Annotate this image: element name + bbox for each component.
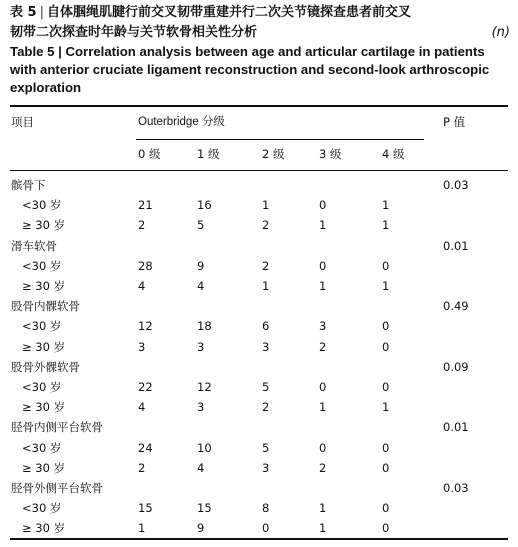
row-age-label: <30 岁 [22,440,62,455]
row-value-grade-4: 0 [382,460,390,475]
caption-unit: (n) [491,25,510,40]
caption-separator: | [39,5,44,20]
row-value-grade-1: 5 [197,218,205,233]
row-value-grade-3: 2 [319,460,327,475]
row-age-label: ≥ 30 岁 [22,339,66,354]
row-value-grade-3: 1 [319,279,327,293]
row-value-grade-4: 0 [382,319,390,334]
row-age-label: ≥ 30 岁 [22,279,66,293]
row-value-grade-1: 4 [197,460,205,475]
row-value-grade-3: 0 [319,258,327,273]
row-value-grade-2: 8 [262,501,270,516]
row-value-grade-4: 1 [382,400,390,415]
row-value-grade-3: 1 [319,218,327,233]
row-value-grade-0: 21 [138,198,153,213]
group-p-value: 0.09 [443,359,469,374]
row-value-grade-1: 4 [197,279,205,293]
caption-zh-line2 [10,23,510,43]
row-value-grade-2: 2 [262,400,270,415]
row-value-grade-4: 1 [382,218,390,233]
header-grade-3: 3 级 [319,147,342,161]
row-value-grade-1: 9 [197,521,205,536]
row-value-grade-0: 28 [138,258,153,273]
row-value-grade-3: 1 [319,521,327,536]
row-value-grade-0: 3 [138,339,146,354]
row-value-grade-1: 18 [197,319,212,334]
row-value-grade-2: 6 [262,319,270,334]
group-label: 髌骨下 [11,178,46,192]
row-age-label: <30 岁 [22,258,62,273]
row-value-grade-4: 0 [382,501,390,516]
row-value-grade-2: 5 [262,380,270,394]
row-value-grade-2: 1 [262,279,270,293]
group-label: 股骨外髁软骨 [11,359,80,374]
header-p-value: P 值 [443,115,466,129]
row-value-grade-1: 3 [197,400,205,415]
row-value-grade-2: 0 [262,521,270,536]
group-p-value: 0.01 [443,420,469,435]
table-top-rule [10,105,508,107]
row-value-grade-1: 9 [197,258,205,273]
row-value-grade-4: 0 [382,521,390,536]
row-value-grade-4: 0 [382,258,390,273]
row-value-grade-4: 0 [382,440,390,455]
group-p-value: 0.01 [443,238,469,253]
row-value-grade-4: 0 [382,339,390,354]
row-value-grade-3: 1 [319,501,327,516]
group-label: 滑车软骨 [11,238,57,253]
caption-zh-title-line1: 自体腘绳肌腱行前交叉韧带重建并行二次关节镜探查患者前交叉 [46,5,411,20]
row-value-grade-4: 0 [382,380,390,394]
table-bottom-rule [10,538,508,540]
row-value-grade-3: 3 [319,319,327,334]
row-value-grade-2: 3 [262,460,270,475]
row-value-grade-2: 2 [262,258,270,273]
header-item: 项目 [11,115,34,129]
header-grade-0: 0 级 [138,147,161,161]
row-value-grade-3: 0 [319,440,327,455]
group-p-value: 0.03 [443,481,469,495]
row-value-grade-0: 2 [138,218,146,233]
row-value-grade-1: 16 [197,198,212,213]
row-age-label: <30 岁 [22,319,62,334]
group-p-value: 0.49 [443,299,469,314]
row-value-grade-0: 1 [138,521,146,536]
caption-zh-line1 [10,3,510,23]
caption-zh-title-line2: 韧带二次探查时年龄与关节软骨相关性分析 [10,25,258,40]
table-number-label: 表 5 [10,5,37,20]
row-value-grade-2: 5 [262,440,270,455]
row-age-label: ≥ 30 岁 [22,218,66,233]
row-value-grade-0: 12 [138,319,153,334]
row-value-grade-0: 2 [138,460,146,475]
row-age-label: <30 岁 [22,501,62,516]
header-grade-2: 2 级 [262,147,285,161]
row-value-grade-0: 4 [138,400,146,415]
row-value-grade-3: 0 [319,198,327,213]
row-value-grade-1: 15 [197,501,212,516]
row-value-grade-2: 1 [262,198,270,213]
caption-en: Table 5 | Correlation analysis between age and articular cartilage in patients with anterior cruciate ligament reconstruction and second-look arthroscopic exploration [10,44,490,95]
row-value-grade-0: 15 [138,501,153,516]
row-value-grade-3: 1 [319,400,327,415]
row-value-grade-3: 0 [319,380,327,394]
table-header-rule [10,170,508,171]
row-value-grade-3: 2 [319,339,327,354]
row-age-label: ≥ 30 岁 [22,400,66,415]
group-p-value: 0.03 [443,178,469,192]
row-value-grade-1: 3 [197,339,205,354]
row-value-grade-1: 10 [197,440,212,455]
row-value-grade-0: 24 [138,440,153,455]
row-age-label: <30 岁 [22,198,62,213]
row-value-grade-2: 2 [262,218,270,233]
header-grade-1: 1 级 [197,147,220,161]
header-group-rule [136,139,424,140]
header-grade-4: 4 级 [382,147,405,161]
header-outerbridge-group: Outerbridge 分级 [138,116,225,128]
row-value-grade-4: 1 [382,279,390,293]
row-age-label: <30 岁 [22,380,62,394]
row-value-grade-0: 4 [138,279,146,293]
row-value-grade-0: 22 [138,380,153,394]
group-label: 股骨内髁软骨 [11,299,80,314]
group-label: 胫骨外侧平台软骨 [11,481,103,495]
group-label: 胫骨内侧平台软骨 [11,420,103,435]
row-age-label: ≥ 30 岁 [22,521,66,536]
row-value-grade-4: 1 [382,198,390,213]
row-value-grade-1: 12 [197,380,212,394]
row-age-label: ≥ 30 岁 [22,460,66,475]
row-value-grade-2: 3 [262,339,270,354]
